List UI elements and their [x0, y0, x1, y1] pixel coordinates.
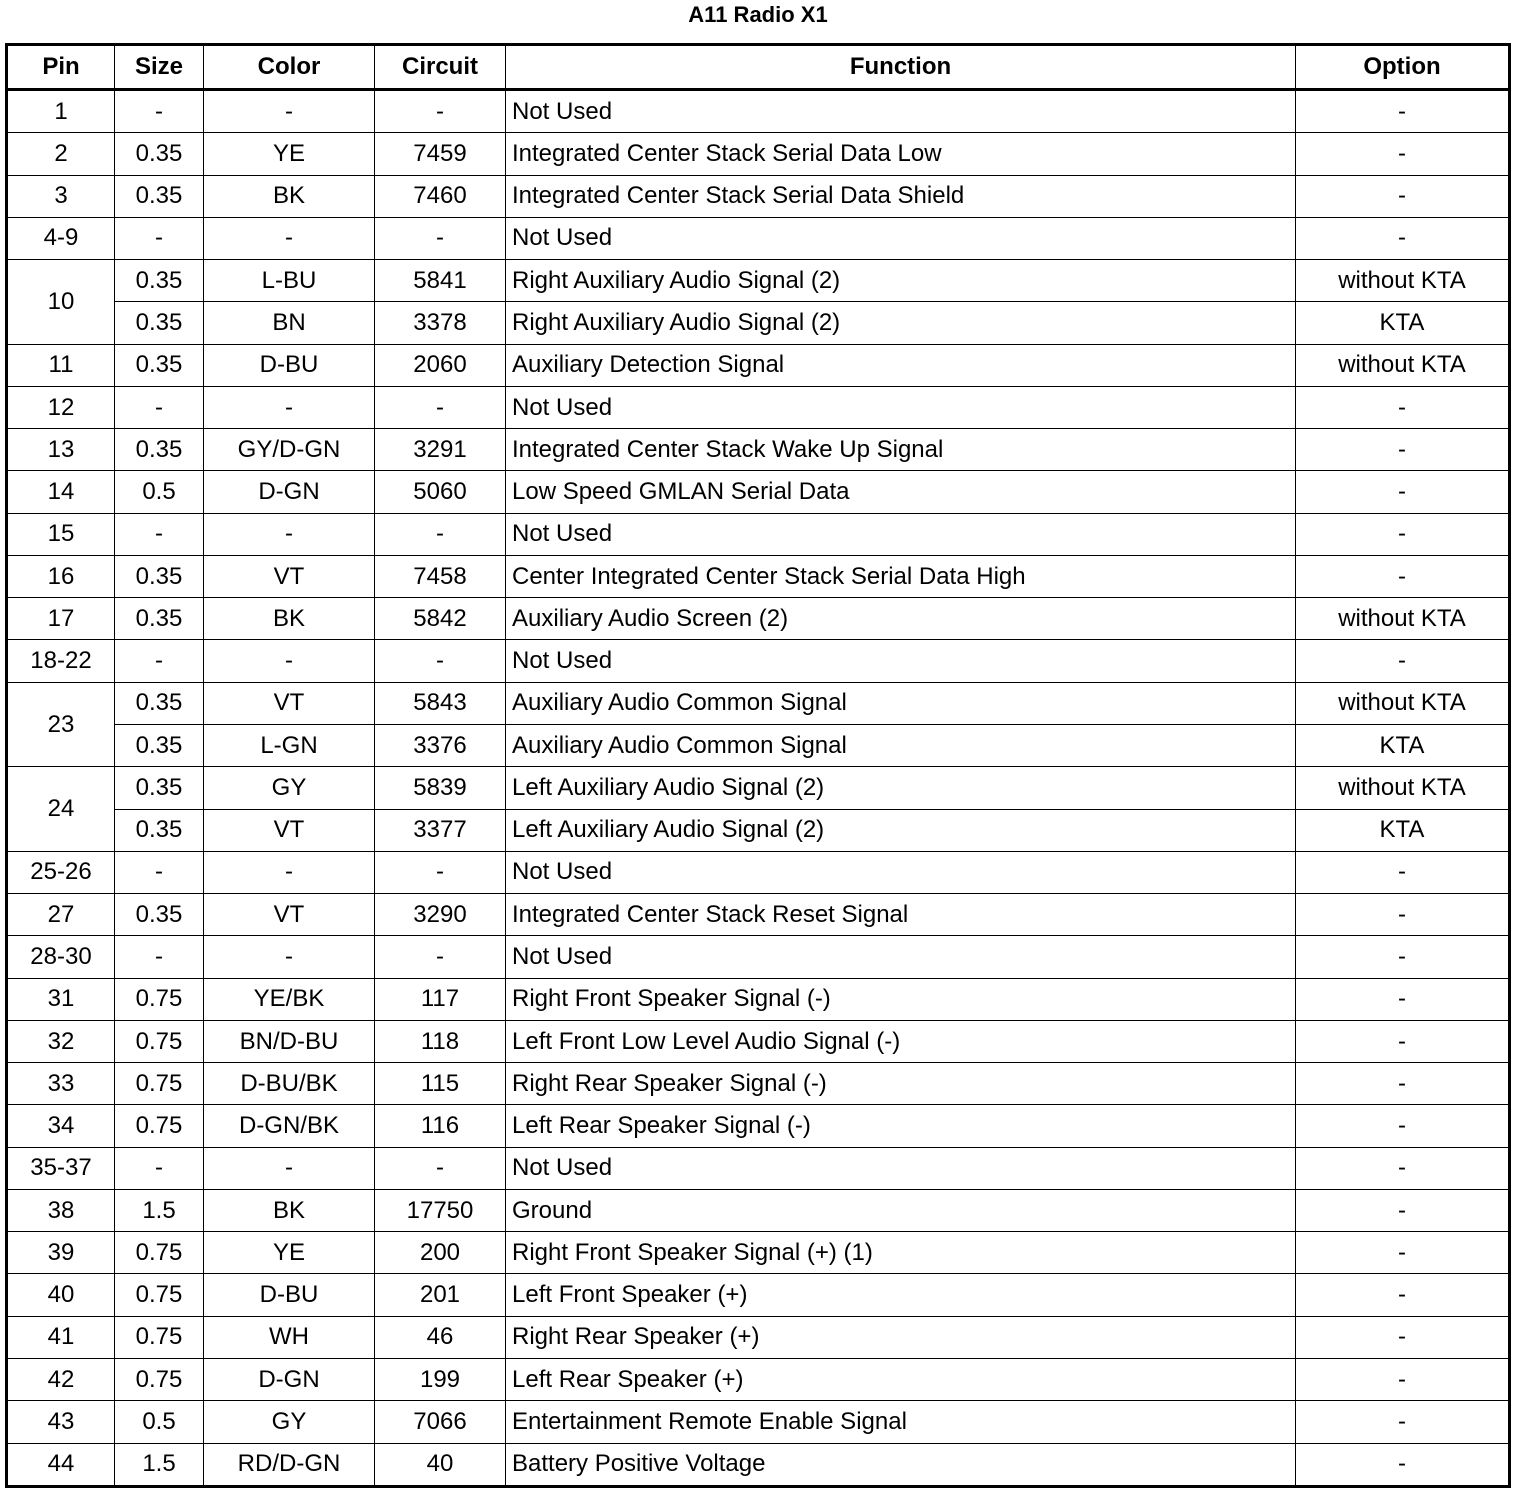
option-cell: - [1296, 851, 1510, 893]
function-cell: Auxiliary Audio Common Signal [506, 725, 1296, 767]
pin-cell: 43 [7, 1401, 115, 1443]
size-cell: 0.75 [115, 1063, 204, 1105]
pin-cell: 27 [7, 894, 115, 936]
color-cell: D-BU [204, 1274, 375, 1316]
size-cell: - [115, 1147, 204, 1189]
pin-cell: 17 [7, 598, 115, 640]
circuit-cell: 7459 [375, 133, 506, 175]
function-cell: Right Front Speaker Signal (+) (1) [506, 1232, 1296, 1274]
option-cell: - [1296, 513, 1510, 555]
table-row [7, 1189, 1510, 1231]
pin-cell: 41 [7, 1316, 115, 1358]
function-cell: Integrated Center Stack Reset Signal [506, 894, 1296, 936]
color-cell: - [204, 936, 375, 978]
function-cell: Left Auxiliary Audio Signal (2) [506, 767, 1296, 809]
pin-cell: 32 [7, 1020, 115, 1062]
pin-cell: 42 [7, 1359, 115, 1401]
color-cell: BK [204, 1189, 375, 1231]
option-cell: - [1296, 133, 1510, 175]
column-header-size: Size [115, 45, 204, 90]
circuit-cell: 201 [375, 1274, 506, 1316]
size-cell: - [115, 90, 204, 133]
size-cell: 0.35 [115, 429, 204, 471]
size-cell: - [115, 851, 204, 893]
color-cell: GY [204, 1401, 375, 1443]
function-cell: Integrated Center Stack Wake Up Signal [506, 429, 1296, 471]
size-cell: - [115, 936, 204, 978]
circuit-cell: 5839 [375, 767, 506, 809]
pin-cell: 2 [7, 133, 115, 175]
column-header-pin: Pin [7, 45, 115, 90]
option-cell: - [1296, 640, 1510, 682]
circuit-cell: 5842 [375, 598, 506, 640]
pin-cell: 13 [7, 429, 115, 471]
circuit-cell: - [375, 217, 506, 259]
option-cell: - [1296, 1359, 1510, 1401]
color-cell: YE [204, 1232, 375, 1274]
option-cell: - [1296, 1105, 1510, 1147]
size-cell: - [115, 513, 204, 555]
size-cell: 0.35 [115, 682, 204, 724]
size-cell: 0.75 [115, 1359, 204, 1401]
table-row [7, 1359, 1510, 1401]
function-cell: Not Used [506, 386, 1296, 428]
color-cell: VT [204, 555, 375, 597]
size-cell: 0.35 [115, 133, 204, 175]
color-cell: L-GN [204, 725, 375, 767]
table-row [7, 894, 1510, 936]
color-cell: D-BU [204, 344, 375, 386]
size-cell: - [115, 386, 204, 428]
color-cell: BK [204, 598, 375, 640]
color-cell: D-GN [204, 1359, 375, 1401]
circuit-cell: - [375, 1147, 506, 1189]
function-cell: Left Rear Speaker Signal (-) [506, 1105, 1296, 1147]
option-cell: - [1296, 386, 1510, 428]
function-cell: Integrated Center Stack Serial Data Shield [506, 175, 1296, 217]
pin-cell: 39 [7, 1232, 115, 1274]
circuit-cell: 5060 [375, 471, 506, 513]
table-row [7, 1020, 1510, 1062]
table-row [7, 725, 1510, 767]
function-cell: Battery Positive Voltage [506, 1443, 1296, 1486]
color-cell: - [204, 1147, 375, 1189]
column-header-function: Function [506, 45, 1296, 90]
function-cell: Left Auxiliary Audio Signal (2) [506, 809, 1296, 851]
pin-cell: 1 [7, 90, 115, 133]
pin-cell: 23 [7, 682, 115, 767]
color-cell: D-GN [204, 471, 375, 513]
table-row [7, 513, 1510, 555]
option-cell: - [1296, 936, 1510, 978]
size-cell: 0.35 [115, 809, 204, 851]
size-cell: 0.35 [115, 725, 204, 767]
pin-cell: 28-30 [7, 936, 115, 978]
table-header-row [7, 45, 1510, 90]
table-row [7, 1401, 1510, 1443]
color-cell: - [204, 386, 375, 428]
column-header-color: Color [204, 45, 375, 90]
function-cell: Not Used [506, 90, 1296, 133]
option-cell: - [1296, 555, 1510, 597]
circuit-cell: - [375, 936, 506, 978]
function-cell: Center Integrated Center Stack Serial Data High [506, 555, 1296, 597]
pin-cell: 12 [7, 386, 115, 428]
circuit-cell: - [375, 513, 506, 555]
size-cell: 0.35 [115, 302, 204, 344]
pin-cell: 38 [7, 1189, 115, 1231]
circuit-cell: 200 [375, 1232, 506, 1274]
color-cell: GY/D-GN [204, 429, 375, 471]
option-cell: without KTA [1296, 767, 1510, 809]
color-cell: GY [204, 767, 375, 809]
function-cell: Not Used [506, 851, 1296, 893]
option-cell: KTA [1296, 725, 1510, 767]
table-row [7, 978, 1510, 1020]
circuit-cell: 199 [375, 1359, 506, 1401]
function-cell: Not Used [506, 936, 1296, 978]
size-cell: 0.75 [115, 1232, 204, 1274]
table-row [7, 386, 1510, 428]
size-cell: 0.35 [115, 555, 204, 597]
size-cell: 0.35 [115, 175, 204, 217]
table-row [7, 1232, 1510, 1274]
option-cell: - [1296, 1063, 1510, 1105]
circuit-cell: 3377 [375, 809, 506, 851]
function-cell: Right Front Speaker Signal (-) [506, 978, 1296, 1020]
pin-cell: 16 [7, 555, 115, 597]
table-row [7, 1443, 1510, 1486]
option-cell: - [1296, 1401, 1510, 1443]
circuit-cell: 3378 [375, 302, 506, 344]
color-cell: VT [204, 682, 375, 724]
column-header-circuit: Circuit [375, 45, 506, 90]
pin-cell: 10 [7, 260, 115, 345]
table-row [7, 598, 1510, 640]
column-header-option: Option [1296, 45, 1510, 90]
color-cell: L-BU [204, 260, 375, 302]
circuit-cell: - [375, 90, 506, 133]
option-cell: KTA [1296, 302, 1510, 344]
size-cell: 0.35 [115, 894, 204, 936]
circuit-cell: 40 [375, 1443, 506, 1486]
size-cell: 1.5 [115, 1189, 204, 1231]
pin-cell: 31 [7, 978, 115, 1020]
table-row [7, 260, 1510, 302]
circuit-cell: 3291 [375, 429, 506, 471]
color-cell: BN [204, 302, 375, 344]
table-row [7, 344, 1510, 386]
size-cell: 0.5 [115, 1401, 204, 1443]
table-row [7, 767, 1510, 809]
table-row [7, 175, 1510, 217]
circuit-cell: 46 [375, 1316, 506, 1358]
table-row [7, 90, 1510, 133]
size-cell: - [115, 640, 204, 682]
function-cell: Right Rear Speaker (+) [506, 1316, 1296, 1358]
size-cell: - [115, 217, 204, 259]
circuit-cell: 17750 [375, 1189, 506, 1231]
function-cell: Integrated Center Stack Serial Data Low [506, 133, 1296, 175]
function-cell: Low Speed GMLAN Serial Data [506, 471, 1296, 513]
function-cell: Not Used [506, 217, 1296, 259]
table-row [7, 809, 1510, 851]
table-row [7, 1316, 1510, 1358]
size-cell: 0.35 [115, 344, 204, 386]
color-cell: - [204, 217, 375, 259]
function-cell: Auxiliary Audio Screen (2) [506, 598, 1296, 640]
circuit-cell: - [375, 386, 506, 428]
circuit-cell: 115 [375, 1063, 506, 1105]
table-row [7, 1147, 1510, 1189]
circuit-cell: - [375, 851, 506, 893]
size-cell: 0.35 [115, 260, 204, 302]
size-cell: 0.35 [115, 598, 204, 640]
circuit-cell: 7460 [375, 175, 506, 217]
circuit-cell: 5843 [375, 682, 506, 724]
option-cell: - [1296, 1274, 1510, 1316]
color-cell: D-GN/BK [204, 1105, 375, 1147]
option-cell: KTA [1296, 809, 1510, 851]
option-cell: - [1296, 978, 1510, 1020]
pin-cell: 14 [7, 471, 115, 513]
option-cell: - [1296, 1232, 1510, 1274]
color-cell: BK [204, 175, 375, 217]
option-cell: - [1296, 90, 1510, 133]
table-row [7, 682, 1510, 724]
table-row [7, 640, 1510, 682]
option-cell: - [1296, 894, 1510, 936]
pin-cell: 33 [7, 1063, 115, 1105]
color-cell: D-BU/BK [204, 1063, 375, 1105]
function-cell: Ground [506, 1189, 1296, 1231]
function-cell: Left Rear Speaker (+) [506, 1359, 1296, 1401]
function-cell: Left Front Speaker (+) [506, 1274, 1296, 1316]
pin-cell: 4-9 [7, 217, 115, 259]
function-cell: Not Used [506, 640, 1296, 682]
circuit-cell: 117 [375, 978, 506, 1020]
function-cell: Auxiliary Audio Common Signal [506, 682, 1296, 724]
function-cell: Right Auxiliary Audio Signal (2) [506, 260, 1296, 302]
size-cell: 0.35 [115, 767, 204, 809]
table-row [7, 936, 1510, 978]
size-cell: 0.75 [115, 1020, 204, 1062]
table-row [7, 217, 1510, 259]
size-cell: 0.5 [115, 471, 204, 513]
color-cell: - [204, 513, 375, 555]
circuit-cell: 7066 [375, 1401, 506, 1443]
circuit-cell: 116 [375, 1105, 506, 1147]
circuit-cell: - [375, 640, 506, 682]
option-cell: - [1296, 1020, 1510, 1062]
color-cell: WH [204, 1316, 375, 1358]
circuit-cell: 7458 [375, 555, 506, 597]
option-cell: - [1296, 1147, 1510, 1189]
function-cell: Left Front Low Level Audio Signal (-) [506, 1020, 1296, 1062]
table-row [7, 429, 1510, 471]
table-row [7, 1063, 1510, 1105]
function-cell: Right Rear Speaker Signal (-) [506, 1063, 1296, 1105]
color-cell: RD/D-GN [204, 1443, 375, 1486]
pin-cell: 3 [7, 175, 115, 217]
table-row [7, 133, 1510, 175]
table-row [7, 471, 1510, 513]
circuit-cell: 5841 [375, 260, 506, 302]
option-cell: without KTA [1296, 344, 1510, 386]
circuit-cell: 118 [375, 1020, 506, 1062]
table-row [7, 302, 1510, 344]
table-row [7, 555, 1510, 597]
option-cell: - [1296, 471, 1510, 513]
option-cell: - [1296, 175, 1510, 217]
option-cell: - [1296, 429, 1510, 471]
pin-cell: 34 [7, 1105, 115, 1147]
color-cell: - [204, 90, 375, 133]
option-cell: without KTA [1296, 598, 1510, 640]
size-cell: 0.75 [115, 1316, 204, 1358]
option-cell: - [1296, 1189, 1510, 1231]
connector-pinout-table [5, 43, 1511, 1488]
pin-cell: 15 [7, 513, 115, 555]
color-cell: VT [204, 894, 375, 936]
table-row [7, 1105, 1510, 1147]
pin-cell: 35-37 [7, 1147, 115, 1189]
function-cell: Not Used [506, 513, 1296, 555]
size-cell: 1.5 [115, 1443, 204, 1486]
color-cell: BN/D-BU [204, 1020, 375, 1062]
option-cell: - [1296, 1316, 1510, 1358]
option-cell: - [1296, 1443, 1510, 1486]
color-cell: VT [204, 809, 375, 851]
pin-cell: 18-22 [7, 640, 115, 682]
pin-cell: 25-26 [7, 851, 115, 893]
circuit-cell: 3376 [375, 725, 506, 767]
function-cell: Auxiliary Detection Signal [506, 344, 1296, 386]
page-title: A11 Radio X1 [688, 2, 828, 27]
table-row [7, 1274, 1510, 1316]
table-row [7, 851, 1510, 893]
size-cell: 0.75 [115, 978, 204, 1020]
function-cell: Right Auxiliary Audio Signal (2) [506, 302, 1296, 344]
pin-cell: 44 [7, 1443, 115, 1486]
pin-cell: 11 [7, 344, 115, 386]
circuit-cell: 3290 [375, 894, 506, 936]
option-cell: without KTA [1296, 682, 1510, 724]
table-body [7, 90, 1510, 1487]
size-cell: 0.75 [115, 1274, 204, 1316]
circuit-cell: 2060 [375, 344, 506, 386]
color-cell: - [204, 640, 375, 682]
pin-cell: 24 [7, 767, 115, 852]
color-cell: - [204, 851, 375, 893]
option-cell: - [1296, 217, 1510, 259]
function-cell: Not Used [506, 1147, 1296, 1189]
size-cell: 0.75 [115, 1105, 204, 1147]
color-cell: YE/BK [204, 978, 375, 1020]
color-cell: YE [204, 133, 375, 175]
pin-cell: 40 [7, 1274, 115, 1316]
function-cell: Entertainment Remote Enable Signal [506, 1401, 1296, 1443]
option-cell: without KTA [1296, 260, 1510, 302]
